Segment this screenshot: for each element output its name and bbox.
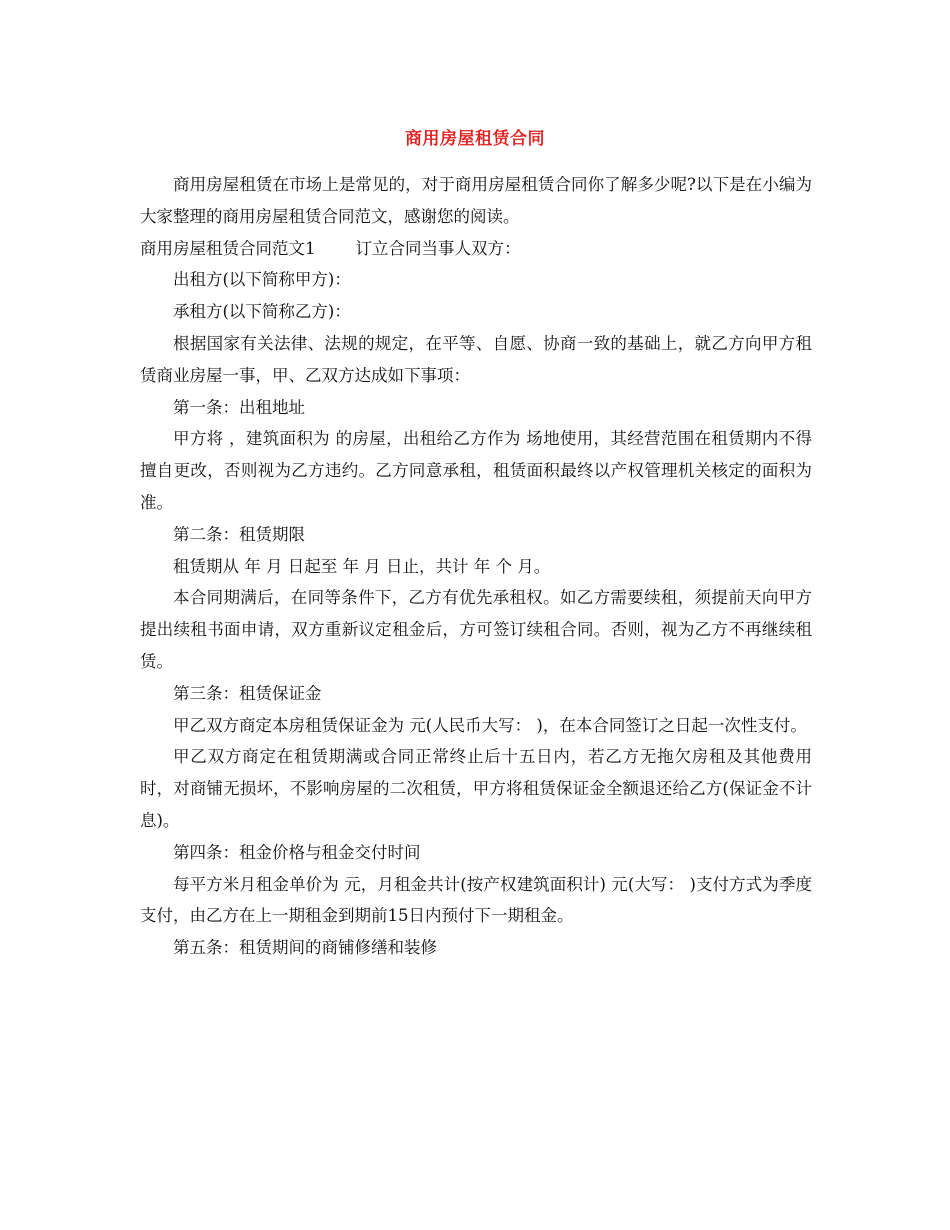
article-1-paragraph: 甲方将 ，建筑面积为 的房屋，出租给乙方作为 场地使用，其经营范围在租赁期内不得擅自更改，否则视为乙方违约。乙方同意承租，租赁面积最终以产权管理机关核定的面积为准。 bbox=[140, 429, 812, 512]
sample-heading-tail: 订立合同当事人双方： bbox=[355, 238, 521, 258]
lessor-line: 出租方(以下简称甲方)： bbox=[173, 270, 351, 290]
article-4-paragraph: 每平方米月租金单价为 元，月租金共计(按产权建筑面积计) 元(大写： )支付方式为季度支付，由乙方在上一期租金到期前15日内预付下一期租金。 bbox=[140, 874, 812, 926]
document-title: 商用房屋租赁合同 bbox=[405, 129, 545, 149]
lessee-line: 承租方(以下简称乙方)： bbox=[173, 302, 351, 322]
document-body bbox=[140, 169, 812, 964]
article-1-title: 第一条：出租地址 bbox=[173, 397, 305, 417]
article-3-paragraph-1: 甲乙双方商定本房租赁保证金为 元(人民币大写： )，在本合同签订之日起一次性支付。 bbox=[173, 715, 807, 735]
intro-paragraph: 商用房屋租赁在市场上是常见的，对于商用房屋租赁合同你了解多少呢?以下是在小编为大家整理的商用房屋租赁合同范文，感谢您的阅读。 bbox=[140, 175, 812, 226]
article-2-paragraph-2: 本合同期满后，在同等条件下，乙方有优先承租权。如乙方需要续租，须提前天向甲方提出续租书面申请，双方重新议定租金后，方可签订续租合同。否则，视为乙方不再继续租赁。 bbox=[140, 588, 812, 671]
article-3-title: 第三条：租赁保证金 bbox=[173, 683, 322, 703]
preamble-paragraph: 根据国家有关法律、法规的规定，在平等、自愿、协商一致的基础上，就乙方向甲方租赁商业房屋一事，甲、乙双方达成如下事项： bbox=[140, 333, 812, 385]
article-2-title: 第二条：租赁期限 bbox=[173, 524, 305, 544]
article-4-title: 第四条：租金价格与租金交付时间 bbox=[173, 842, 421, 862]
article-3-paragraph-2: 甲乙双方商定在租赁期满或合同正常终止后十五日内，若乙方无拖欠房租及其他费用时，对商铺无损坏，不影响房屋的二次租赁，甲方将租赁保证金全额退还给乙方(保证金不计息)。 bbox=[140, 747, 812, 830]
sample-heading-line bbox=[140, 233, 812, 265]
article-5-title: 第五条：租赁期间的商铺修缮和装修 bbox=[173, 938, 437, 958]
article-2-paragraph-1: 租赁期从 年 月 日起至 年 月 日止，共计 年 个 月。 bbox=[173, 556, 551, 576]
sample-heading: 商用房屋租赁合同范文1 bbox=[140, 238, 316, 258]
